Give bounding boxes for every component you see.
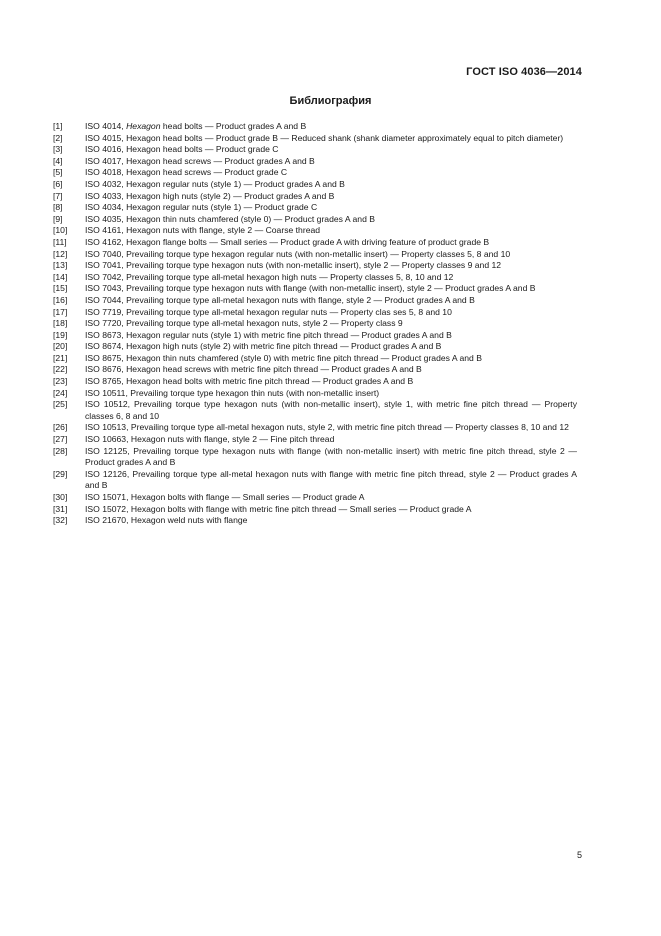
bibliography-entry [53, 399, 577, 422]
entry-text-lead: ISO 4014, [85, 121, 127, 131]
entry-number: [19] [53, 329, 68, 340]
bibliography-entry [53, 272, 577, 284]
bibliography-entry [53, 388, 577, 400]
entry-text [85, 191, 577, 203]
entry-text [85, 295, 577, 307]
bibliography-entry [53, 167, 577, 179]
bibliography-entry [53, 121, 577, 133]
bibliography-entry [53, 283, 577, 295]
entry-text [85, 446, 577, 469]
entry-number: [31] [53, 503, 68, 514]
bibliography-entry [53, 214, 577, 226]
bibliography-entry [53, 307, 577, 319]
entry-number: [18] [53, 318, 68, 329]
entry-text-ital: Hexagon [126, 121, 161, 131]
bibliography-entry [53, 330, 577, 342]
entry-text [85, 515, 577, 527]
document-id: ГОСТ ISO 4036—2014 [466, 66, 582, 78]
entry-text [85, 214, 577, 226]
bibliography-entry [53, 446, 577, 469]
entry-number: [23] [53, 376, 68, 387]
entry-text-lead: ISO 4017, Hexagon head screws — Product grades A and B [85, 155, 315, 166]
entry-number: [9] [53, 213, 63, 224]
entry-text-lead: ISO 8675, Hexagon thin nuts chamfered (style 0) with metric fine pitch thread — Product grades A and B [85, 352, 482, 363]
entry-text [85, 307, 577, 319]
entry-text [85, 504, 577, 516]
entry-text-lead: ISO 4032, Hexagon regular nuts (style 1) — Product grades A and B [85, 178, 345, 189]
bibliography-entry [53, 156, 577, 168]
bibliography-entry [53, 225, 577, 237]
entry-text-lead: ISO 4016, Hexagon head bolts — Product grade C [85, 144, 279, 155]
entry-text-lead: ISO 21670, Hexagon weld nuts with flange [85, 515, 248, 526]
entry-text-lead: ISO 15072, Hexagon bolts with flange with metric fine pitch thread — Small series — Product grade A [85, 503, 472, 514]
entry-number: [21] [53, 352, 68, 363]
entry-text-lead: ISO 7720, Prevailing torque type all-metal hexagon nuts, style 2 — Property class 9 [85, 318, 403, 329]
entry-number: [25] [53, 399, 68, 410]
entry-number: [16] [53, 294, 68, 305]
entry-text [85, 156, 577, 168]
bibliography-entry [53, 469, 577, 492]
entry-text [85, 272, 577, 284]
bibliography-entry [53, 515, 577, 527]
section-title: Библиография [289, 95, 372, 107]
entry-text [85, 399, 577, 422]
entry-number: [4] [53, 155, 63, 166]
entry-text [85, 434, 577, 446]
entry-text [85, 469, 577, 492]
entry-text-lead: ISO 4162, Hexagon flange bolts — Small series — Product grade A with driving feature of product grade B [85, 236, 490, 247]
entry-number: [30] [53, 492, 68, 502]
entry-text [85, 422, 577, 434]
entry-text [85, 364, 577, 376]
entry-number: [2] [53, 132, 63, 143]
entry-text [85, 330, 577, 342]
entry-text [85, 225, 577, 237]
bibliography-entry [53, 260, 577, 272]
bibliography-entry [53, 364, 577, 376]
entry-text-lead: ISO 12125, Prevailing torque type hexagon nuts with flange (with non-metallic insert) with metric fine pitch thread, style 2 — Product grades A and B [85, 445, 577, 468]
entry-number: [11] [53, 236, 67, 247]
entry-text [85, 133, 577, 145]
entry-text [85, 121, 577, 133]
entry-text-lead: ISO 12126, Prevailing torque type all-metal hexagon nuts with flange with metric fine pitch thread, style 2 — Product grades A and B [85, 468, 577, 491]
entry-number: [15] [53, 283, 68, 294]
entry-text-lead: ISO 8674, Hexagon high nuts (style 2) with metric fine pitch thread — Product grades A and B [85, 341, 442, 352]
entry-number: [8] [53, 202, 63, 213]
entry-number: [20] [53, 341, 68, 352]
entry-text-lead: ISO 10512, Prevailing torque type hexagon nuts (with non-metallic insert), style 1, with metric fine pitch thread — Property classes 6, 8 and 10 [85, 399, 577, 421]
bibliography-entry [53, 434, 577, 446]
entry-text [85, 260, 577, 272]
entry-text-lead: ISO 4033, Hexagon high nuts (style 2) — Product grades A and B [85, 190, 335, 201]
entry-text [85, 283, 577, 295]
entry-number: [13] [53, 260, 68, 271]
entry-number: [7] [53, 190, 63, 201]
entry-text [85, 237, 577, 249]
entry-text-lead: ISO 4035, Hexagon thin nuts chamfered (style 0) — Product grades A and B [85, 213, 375, 224]
bibliography-list [53, 121, 577, 527]
page-number: 5 [576, 850, 582, 860]
bibliography-entry [53, 504, 577, 516]
entry-number: [1] [53, 121, 63, 131]
entry-text [85, 318, 577, 330]
entry-text-lead: ISO 4161, Hexagon nuts with flange, style 2 — Coarse thread [85, 225, 321, 236]
bibliography-entry [53, 249, 577, 261]
bibliography-entry [53, 318, 577, 330]
entry-text [85, 492, 577, 504]
entry-text-lead: ISO 7043, Prevailing torque type hexagon nuts with flange (with non-metallic insert), style 2 — Product grades A and B [85, 283, 536, 294]
entry-number: [17] [53, 306, 68, 317]
entry-text [85, 179, 577, 191]
bibliography-entry [53, 422, 577, 434]
entry-number: [32] [53, 515, 68, 526]
bibliography-entry [53, 492, 577, 504]
entry-number: [14] [53, 271, 68, 282]
entry-text-lead: ISO 4018, Hexagon head screws — Product grade C [85, 167, 288, 178]
bibliography-entry [53, 202, 577, 214]
entry-text [85, 202, 577, 214]
entry-number: [24] [53, 387, 68, 398]
entry-text-tail: head bolts — Product grades A and B [160, 121, 307, 131]
entry-text-lead: ISO 7041, Prevailing torque type hexagon nuts (with non-metallic insert), style 2 — Property classes 9 and 12 [85, 260, 502, 271]
entry-text [85, 144, 577, 156]
entry-number: [28] [53, 445, 68, 456]
entry-number: [22] [53, 364, 68, 375]
entry-number: [6] [53, 178, 63, 189]
entry-text [85, 353, 577, 365]
entry-text-lead: ISO 4015, Hexagon head bolts — Product grade B — Reduced shank (shank diameter approximately equal to pitch diameter) [85, 132, 564, 143]
entry-number: [27] [53, 434, 68, 445]
entry-number: [26] [53, 422, 68, 433]
bibliography-entry [53, 191, 577, 203]
bibliography-entry [53, 237, 577, 249]
entry-text-lead: ISO 8765, Hexagon head bolts with metric fine pitch thread — Product grades A and B [85, 376, 414, 387]
bibliography-entry [53, 341, 577, 353]
entry-text-lead: ISO 15071, Hexagon bolts with flange — Small series — Product grade A [85, 492, 365, 502]
entry-text-lead: ISO 10513, Prevailing torque type all-metal hexagon nuts, style 2, with metric fine pitch thread — Property classes 8, 10 and 12 [85, 422, 569, 433]
entry-number: [10] [53, 225, 68, 236]
bibliography-entry [53, 376, 577, 388]
bibliography-entry [53, 295, 577, 307]
entry-number: [3] [53, 144, 63, 155]
entry-text-lead: ISO 8673, Hexagon regular nuts (style 1) with metric fine pitch thread — Product grades A and B [85, 329, 452, 340]
entry-text-lead: ISO 7040, Prevailing torque type hexagon regular nuts (with non-metallic insert) — Property classes 5, 8 and 10 [85, 248, 511, 259]
entry-text-lead: ISO 4034, Hexagon regular nuts (style 1) — Product grade C [85, 202, 318, 213]
bibliography-entry [53, 133, 577, 145]
entry-number: [5] [53, 167, 63, 178]
entry-text-lead: ISO 10663, Hexagon nuts with flange, style 2 — Fine pitch thread [85, 434, 335, 445]
bibliography-entry [53, 179, 577, 191]
entry-text [85, 376, 577, 388]
entry-text [85, 388, 577, 400]
entry-number: [29] [53, 468, 68, 479]
entry-number: [12] [53, 248, 68, 259]
bibliography-entry [53, 144, 577, 156]
entry-text-lead: ISO 7042, Prevailing torque type all-metal hexagon high nuts — Property classes 5, 8, 10 and 12 [85, 271, 454, 282]
bibliography-entry [53, 353, 577, 365]
entry-text-lead: ISO 10511, Prevailing torque type hexagon thin nuts (with non-metallic insert) [85, 387, 380, 398]
entry-text [85, 249, 577, 261]
entry-text-lead: ISO 8676, Hexagon head screws with metric fine pitch thread — Product grades A and B [85, 364, 422, 375]
entry-text [85, 341, 577, 353]
entry-text-lead: ISO 7044, Prevailing torque type all-metal hexagon nuts with flange, style 2 — Product grades A and B [85, 294, 475, 305]
entry-text [85, 167, 577, 179]
entry-text-lead: ISO 7719, Prevailing torque type all-metal hexagon regular nuts — Property clas ses 5, 8 and 10 [85, 306, 452, 317]
